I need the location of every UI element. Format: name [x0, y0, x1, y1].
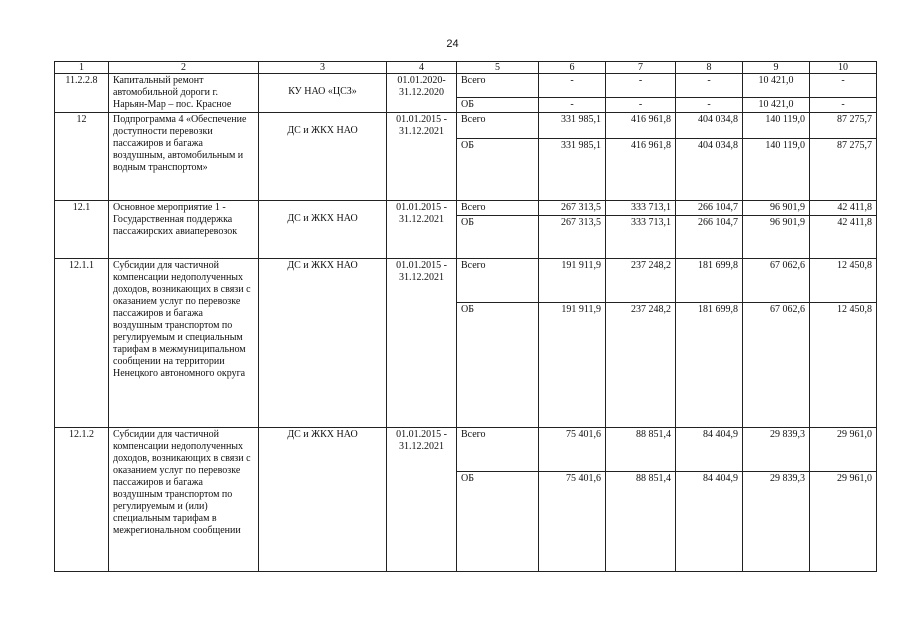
row-name: Субсидии для частичной компенсации недополученных доходов, возникающих в связи с оказанием услуг по перевозке пассажиров и багажа воздушным транспортом по регулируемым и специальным тарифам в межмуниципальном сообщении на территории Ненецкого автономного округа	[109, 259, 259, 428]
value-cell: 96 901,9	[743, 201, 810, 216]
value-cell: 75 401,6	[539, 428, 606, 472]
value-cell: 237 248,2	[606, 303, 676, 428]
value-cell: 42 411,8	[810, 201, 877, 216]
row-period: 01.01.2020-31.12.2020	[387, 74, 457, 113]
row-period: 01.01.2015 - 31.12.2021	[387, 113, 457, 201]
value-cell: -	[810, 97, 877, 112]
funding-source: ОБ	[457, 216, 539, 259]
value-cell: 87 275,7	[810, 139, 877, 201]
value-cell: 404 034,8	[676, 113, 743, 139]
value-cell: 140 119,0	[743, 139, 810, 201]
value-cell: 181 699,8	[676, 303, 743, 428]
value-cell: -	[606, 97, 676, 112]
row-executor: ДС и ЖКХ НАО	[259, 259, 387, 428]
row-code: 12.1	[55, 201, 109, 259]
value-cell: -	[539, 97, 606, 112]
page-number: 24	[446, 38, 459, 50]
value-cell: 29 839,3	[743, 472, 810, 572]
value-cell: 333 713,1	[606, 216, 676, 259]
value-cell: 42 411,8	[810, 216, 877, 259]
value-cell: 87 275,7	[810, 113, 877, 139]
header-cell: 7	[606, 62, 676, 74]
value-cell: 75 401,6	[539, 472, 606, 572]
value-cell: 416 961,8	[606, 113, 676, 139]
row-executor: КУ НАО «ЦСЗ»	[259, 74, 387, 113]
funding-source: ОБ	[457, 97, 539, 112]
row-period: 01.01.2015 - 31.12.2021	[387, 259, 457, 428]
value-cell: 331 985,1	[539, 113, 606, 139]
value-cell: 404 034,8	[676, 139, 743, 201]
program-table	[54, 61, 877, 572]
value-cell: 29 961,0	[810, 472, 877, 572]
header-cell: 3	[259, 62, 387, 74]
header-row	[55, 62, 877, 74]
row-code: 12	[55, 113, 109, 201]
value-cell: 181 699,8	[676, 259, 743, 303]
value-cell: 267 313,5	[539, 216, 606, 259]
value-cell: 266 104,7	[676, 216, 743, 259]
value-cell: 29 839,3	[743, 428, 810, 472]
row-period: 01.01.2015 - 31.12.2021	[387, 201, 457, 259]
header-cell: 2	[109, 62, 259, 74]
value-cell: 12 450,8	[810, 303, 877, 428]
header-cell: 10	[810, 62, 877, 74]
value-cell: 67 062,6	[743, 259, 810, 303]
row-executor: ДС и ЖКХ НАО	[259, 113, 387, 201]
row-code: 11.2.2.8	[55, 74, 109, 113]
funding-source: ОБ	[457, 303, 539, 428]
value-cell: -	[606, 74, 676, 98]
table-row	[55, 428, 877, 472]
header-cell: 9	[743, 62, 810, 74]
row-name: Субсидии для частичной компенсации недополученных доходов, возникающих в связи с оказанием услуг по перевозке пассажиров и багажа воздушным транспортом по регулируемым и (или) специальным тарифам в межрегиональном сообщении	[109, 428, 259, 572]
value-cell: -	[676, 74, 743, 98]
value-cell: 88 851,4	[606, 428, 676, 472]
funding-source: Всего	[457, 113, 539, 139]
row-period: 01.01.2015 - 31.12.2021	[387, 428, 457, 572]
table-row	[55, 113, 877, 139]
funding-source: ОБ	[457, 472, 539, 572]
header-cell: 1	[55, 62, 109, 74]
value-cell: 266 104,7	[676, 201, 743, 216]
value-cell: 29 961,0	[810, 428, 877, 472]
row-executor: ДС и ЖКХ НАО	[259, 428, 387, 572]
value-cell: 140 119,0	[743, 113, 810, 139]
row-name: Подпрограмма 4 «Обеспечение доступности перевозки пассажиров и багажа воздушным, автомобильным и водным транспортом»	[109, 113, 259, 201]
value-cell: 84 404,9	[676, 472, 743, 572]
value-cell: -	[539, 74, 606, 98]
header-cell: 5	[457, 62, 539, 74]
table-row	[55, 259, 877, 303]
row-name: Капитальный ремонт автомобильной дороги г. Нарьян-Мар – пос. Красное	[109, 74, 259, 113]
value-cell: 191 911,9	[539, 303, 606, 428]
funding-source: ОБ	[457, 139, 539, 201]
value-cell: 10 421,0	[743, 97, 810, 112]
table-row	[55, 201, 877, 216]
value-cell: 267 313,5	[539, 201, 606, 216]
value-cell: 237 248,2	[606, 259, 676, 303]
value-cell: -	[676, 97, 743, 112]
value-cell: 10 421,0	[743, 74, 810, 98]
value-cell: 67 062,6	[743, 303, 810, 428]
value-cell: 191 911,9	[539, 259, 606, 303]
value-cell: 88 851,4	[606, 472, 676, 572]
value-cell: 96 901,9	[743, 216, 810, 259]
funding-source: Всего	[457, 74, 539, 98]
header-cell: 4	[387, 62, 457, 74]
value-cell: 84 404,9	[676, 428, 743, 472]
row-executor: ДС и ЖКХ НАО	[259, 201, 387, 259]
row-name: Основное мероприятие 1 - Государственная поддержка пассажирских авиаперевозок	[109, 201, 259, 259]
value-cell: -	[810, 74, 877, 98]
funding-source: Всего	[457, 259, 539, 303]
value-cell: 416 961,8	[606, 139, 676, 201]
row-code: 12.1.1	[55, 259, 109, 428]
header-cell: 6	[539, 62, 606, 74]
value-cell: 331 985,1	[539, 139, 606, 201]
funding-source: Всего	[457, 201, 539, 216]
row-code: 12.1.2	[55, 428, 109, 572]
value-cell: 333 713,1	[606, 201, 676, 216]
funding-source: Всего	[457, 428, 539, 472]
header-cell: 8	[676, 62, 743, 74]
value-cell: 12 450,8	[810, 259, 877, 303]
table-row	[55, 74, 877, 98]
